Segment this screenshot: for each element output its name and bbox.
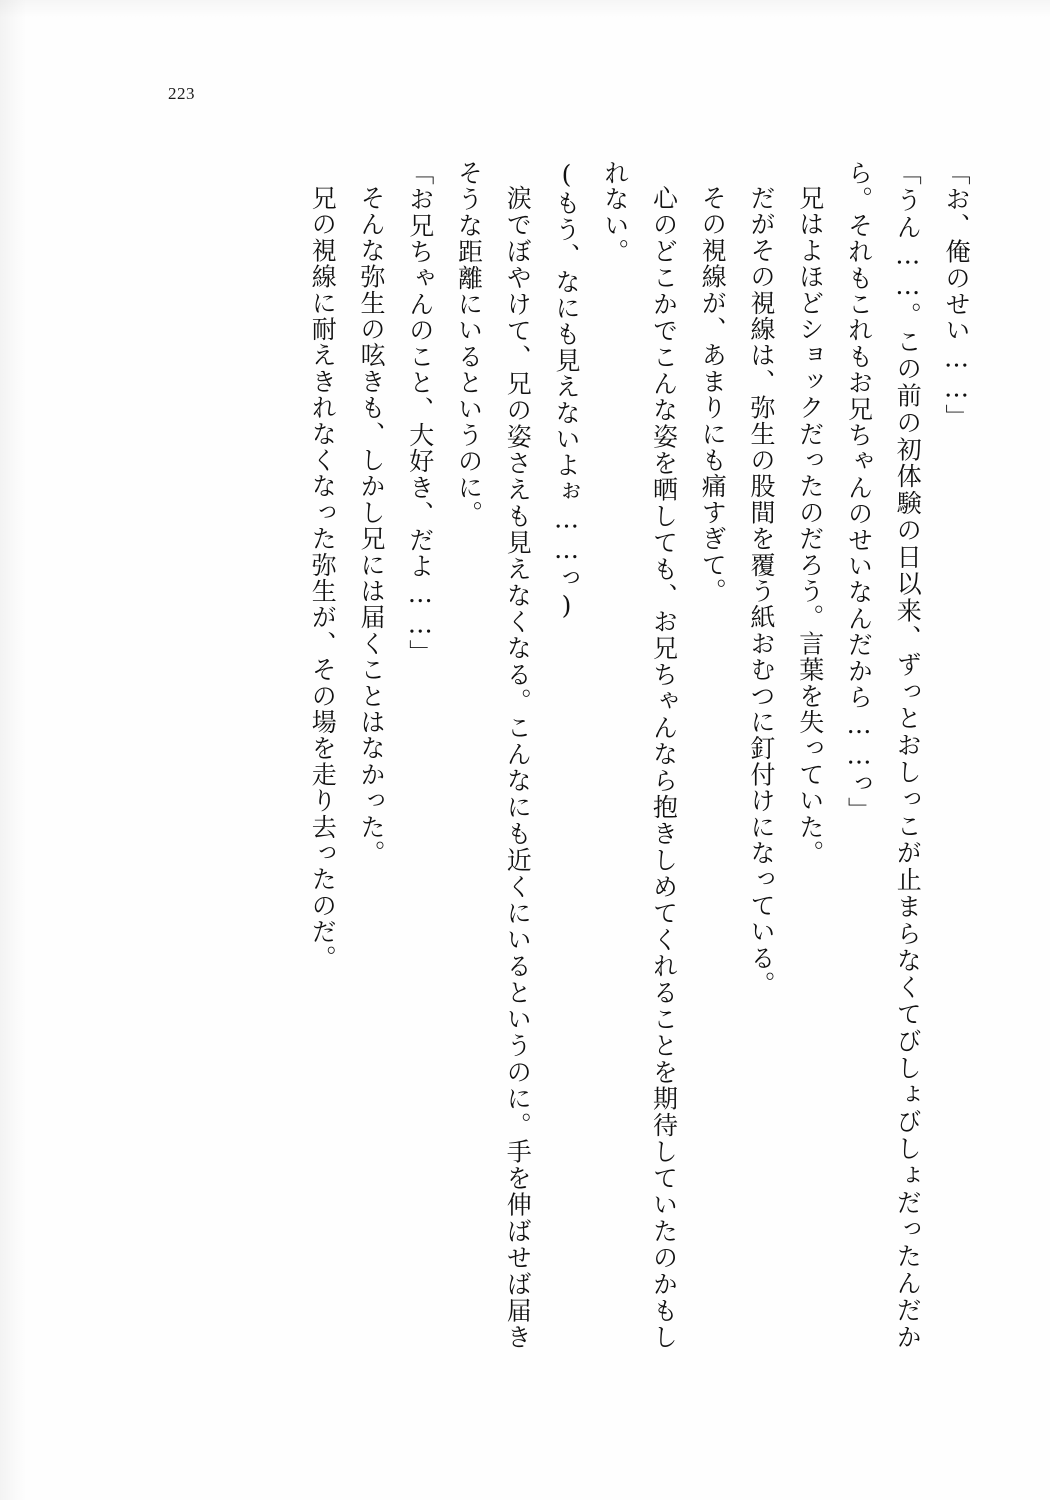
paragraph: 「うん……。この前の初体験の日以来、ずっとおしっこが止まらなくてびしょびしょだったんだから。それもこれもお兄ちゃんのせいなんだから……っ」 (844, 160, 923, 1350)
body-text-vertical (280, 160, 980, 1350)
paragraph: だがその視線は、弥生の股間を覆う紙おむつに釘付けになっている。 (747, 185, 776, 998)
paragraph: 「お、俺のせい……」 (942, 160, 971, 430)
page-edge-shading-top (0, 0, 1050, 18)
paragraph: 涙でぼやけて、兄の姿さえも見えなくなる。こんなにも近くにいるというのに。手を伸ばせば届きそうな距離にいるというのに。 (454, 160, 533, 1350)
paragraph: 兄はよほどショックだったのだろう。言葉を失っていた。 (795, 185, 825, 867)
page-edge-shading-left (0, 0, 26, 1500)
page-number: 223 (168, 84, 195, 103)
paragraph: その視線が、あまりにも痛すぎて。 (698, 185, 728, 605)
paragraph: (もう、なにも見えないよぉ……っ) (552, 160, 581, 622)
paragraph: そんな弥生の呟きも、しかし兄には届くことはなかった。 (357, 185, 386, 867)
paragraph: 「お兄ちゃんのこと、大好き、だよ……」 (405, 160, 435, 666)
paragraph: 兄の視線に耐えきれなくなった弥生が、その場を走り去ったのだ。 (308, 185, 338, 971)
paragraph: 心のどこかでこんな姿を晒しても、お兄ちゃんなら抱きしめてくれることを期待していたのかもしれない。 (600, 160, 679, 1350)
